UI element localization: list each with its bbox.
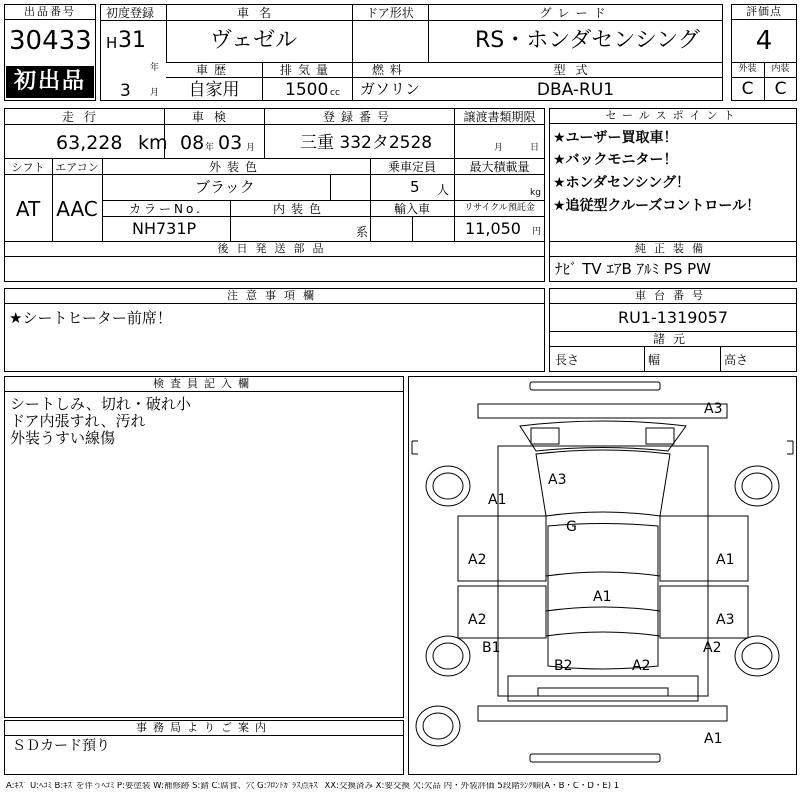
- vehicle-table: [4, 108, 545, 242]
- interior-color-label: 内装色: [272, 202, 327, 216]
- sales-point: ★ホンダセンシング！: [553, 175, 691, 191]
- capacity: 5: [410, 178, 420, 196]
- color: ブラック: [195, 178, 255, 196]
- notes-label: 注意事項欄: [5, 289, 544, 304]
- lot-number: 30433: [9, 26, 92, 56]
- ac-label: エアコン: [55, 161, 99, 174]
- spec-label: 諸元: [652, 332, 693, 346]
- month-unit: 月: [150, 88, 160, 98]
- interior-label: 内装: [771, 64, 790, 74]
- tire-front-right-inner: [742, 473, 772, 499]
- grade-label: グレード: [539, 6, 612, 20]
- tire-rear-right-inner: [742, 643, 772, 669]
- damage-mark: A1: [716, 552, 735, 568]
- sales-point: ★ユーザー買取車！: [553, 130, 678, 146]
- inspector-line: シートしみ、切れ・破れ小: [10, 395, 191, 413]
- right-rear-door: [660, 586, 748, 638]
- damage-mark: B1: [482, 640, 501, 656]
- office-label: 事務局よりご案内: [5, 721, 403, 736]
- row-line: [4, 174, 545, 175]
- damage-mark: A1: [704, 731, 723, 747]
- bracket-right: [787, 441, 793, 454]
- damage-mark: A2: [703, 640, 722, 656]
- chassis-line: [549, 346, 797, 347]
- exterior-label: 外装: [738, 64, 757, 74]
- damage-mark: A2: [632, 658, 651, 674]
- damage-mark: G: [566, 519, 577, 535]
- door-label: ドア形状: [366, 6, 414, 20]
- tire-rear-left-inner: [433, 643, 463, 669]
- divider: [330, 174, 331, 200]
- damage-mark: B2: [554, 658, 573, 674]
- inspection-label: 車検: [191, 110, 236, 124]
- rear-plate-shape: [538, 688, 668, 696]
- capacity-label: 乗車定員: [387, 160, 436, 174]
- right-front-door: [660, 516, 748, 581]
- mileage-unit: km: [138, 132, 168, 154]
- inspection-year-unit: 年: [205, 143, 215, 153]
- front-grille-shape: [478, 404, 727, 418]
- parts-label: 後日発送部品: [5, 242, 544, 257]
- lot-label: 出品番号: [5, 5, 95, 20]
- headlight-left: [531, 428, 559, 444]
- inspector-label: 検査員記入欄: [5, 377, 403, 392]
- interior-grade: C: [774, 79, 787, 99]
- history: 自家用: [188, 80, 240, 100]
- tire-front-left-inner: [433, 473, 463, 499]
- inspection-month: 03: [218, 132, 243, 154]
- damage-mark: A1: [488, 492, 507, 508]
- damage-mark: A3: [716, 612, 735, 628]
- recycle-label: リサイクル預託金: [464, 203, 535, 213]
- notes-text: ★シートヒーター前席！: [9, 309, 172, 327]
- roof-line: [546, 607, 660, 611]
- equipment-value: ﾅﾋﾞ TV ｴｱB ｱﾙﾐ PS PW: [555, 260, 711, 278]
- chassis-number: RU1-1319057: [617, 308, 729, 327]
- office-text: ＳＤカード預り: [12, 738, 110, 754]
- divider: [644, 346, 645, 372]
- fuel: ガソリン: [359, 80, 420, 98]
- height-label: 高さ: [724, 353, 749, 367]
- spare-tire-inner: [423, 713, 453, 739]
- damage-mark: A2: [468, 552, 487, 568]
- first-listing-badge: 初出品: [6, 66, 94, 98]
- first-reg-year: 31: [118, 28, 146, 53]
- damage-mark: A2: [468, 612, 487, 628]
- displacement-label: 排気量: [279, 63, 334, 77]
- import-label: 輸入車: [393, 202, 430, 216]
- header-row-line: [166, 77, 723, 78]
- score: 4: [755, 26, 773, 56]
- length-label: 長さ: [555, 353, 580, 367]
- chassis-label: 車台番号: [550, 289, 796, 304]
- row-line: [4, 124, 545, 125]
- load-label: 最大積載量: [469, 160, 530, 174]
- roof-line: [546, 572, 660, 576]
- load-unit: kg: [530, 188, 541, 198]
- header-row-line: [166, 62, 723, 63]
- rear-bumper-shape: [478, 706, 727, 721]
- first-reg-label: 初度登録: [106, 6, 155, 20]
- rear-panel-shape: [530, 754, 660, 762]
- roof-line: [546, 632, 660, 636]
- headlight-right: [646, 428, 674, 444]
- transfer-month-unit: 月: [494, 143, 504, 153]
- sales-point: ★追従型クルーズコントロール！: [553, 198, 761, 214]
- sales-points-label: セールスポイント: [550, 109, 796, 124]
- damage-mark: A3: [704, 401, 723, 417]
- era: H: [106, 34, 118, 52]
- year-unit: 年: [150, 63, 160, 73]
- car-name-label: 車名: [236, 6, 281, 20]
- row-line: [102, 200, 545, 201]
- equipment-label: 純正装備: [550, 242, 796, 257]
- capacity-unit: 人: [437, 183, 450, 197]
- legend: A:ｷｽﾞ U:ﾍｺﾐ B:ｷｽﾞを伴うﾍｺﾐ P:要塗装 W:補修跡 S:錆 C:腐食、穴 G:ﾌﾛﾝﾄｶﾞﾗｽ点ｷｽﾞ XX:交換済み X:要交換 欠:欠品 内・外装評価 5段階ﾗﾝｸ順(A・B・C・D・E) 1: [6, 782, 620, 791]
- shift: AT: [15, 197, 41, 221]
- color-no: NH731P: [132, 219, 197, 238]
- first-reg-month: 3: [120, 81, 131, 101]
- interior-color-unit: 系: [356, 225, 369, 239]
- reg-number: 三重 332タ2528: [300, 133, 433, 153]
- color-label: 外装色: [208, 160, 263, 174]
- model-label: 型式: [553, 63, 598, 77]
- sales-point: ★バックモニター！: [553, 152, 678, 168]
- front-bumper-shape: [530, 382, 660, 390]
- divider: [720, 346, 721, 372]
- row-line: [4, 158, 545, 159]
- divider: [412, 216, 413, 242]
- model: DBA-RU1: [536, 80, 615, 100]
- recycle: 11,050: [465, 219, 521, 238]
- inspection-year: 08: [180, 132, 205, 154]
- inspector-line: 外装うすい線傷: [10, 429, 116, 447]
- color-no-label: カラーNo.: [129, 202, 203, 216]
- fuel-label: 燃料: [371, 63, 408, 77]
- grade: RS・ホンダセンシング: [475, 28, 700, 53]
- body-outline: [498, 446, 708, 696]
- shift-label: シフト: [11, 161, 45, 174]
- row-line: [102, 216, 545, 217]
- reg-number-label: 登録番号: [322, 110, 395, 124]
- history-label: 車歴: [195, 63, 232, 77]
- damage-mark: A3: [548, 472, 567, 488]
- score-label: 評価点: [732, 5, 796, 20]
- ac: AAC: [56, 197, 98, 221]
- width-label: 幅: [648, 353, 661, 367]
- displacement: 1500: [285, 80, 329, 100]
- exterior-grade: C: [741, 79, 754, 99]
- inspection-month-unit: 月: [246, 143, 256, 153]
- transfer-day-unit: 日: [530, 143, 540, 153]
- car-damage-diagram: [408, 376, 797, 775]
- mileage: 63,228: [56, 132, 123, 154]
- left-front-door: [458, 516, 546, 581]
- header-row-line: [100, 20, 723, 21]
- inspector-line: ドア内張すれ、汚れ: [10, 412, 146, 430]
- displacement-unit: cc: [330, 88, 340, 98]
- recycle-unit: 円: [532, 227, 542, 237]
- damage-mark: A1: [593, 589, 612, 605]
- car-name: ヴェゼル: [210, 28, 298, 53]
- bracket-left: [412, 441, 418, 454]
- mileage-label: 走行: [61, 110, 106, 124]
- transfer-label: 譲渡書類期限: [463, 110, 536, 124]
